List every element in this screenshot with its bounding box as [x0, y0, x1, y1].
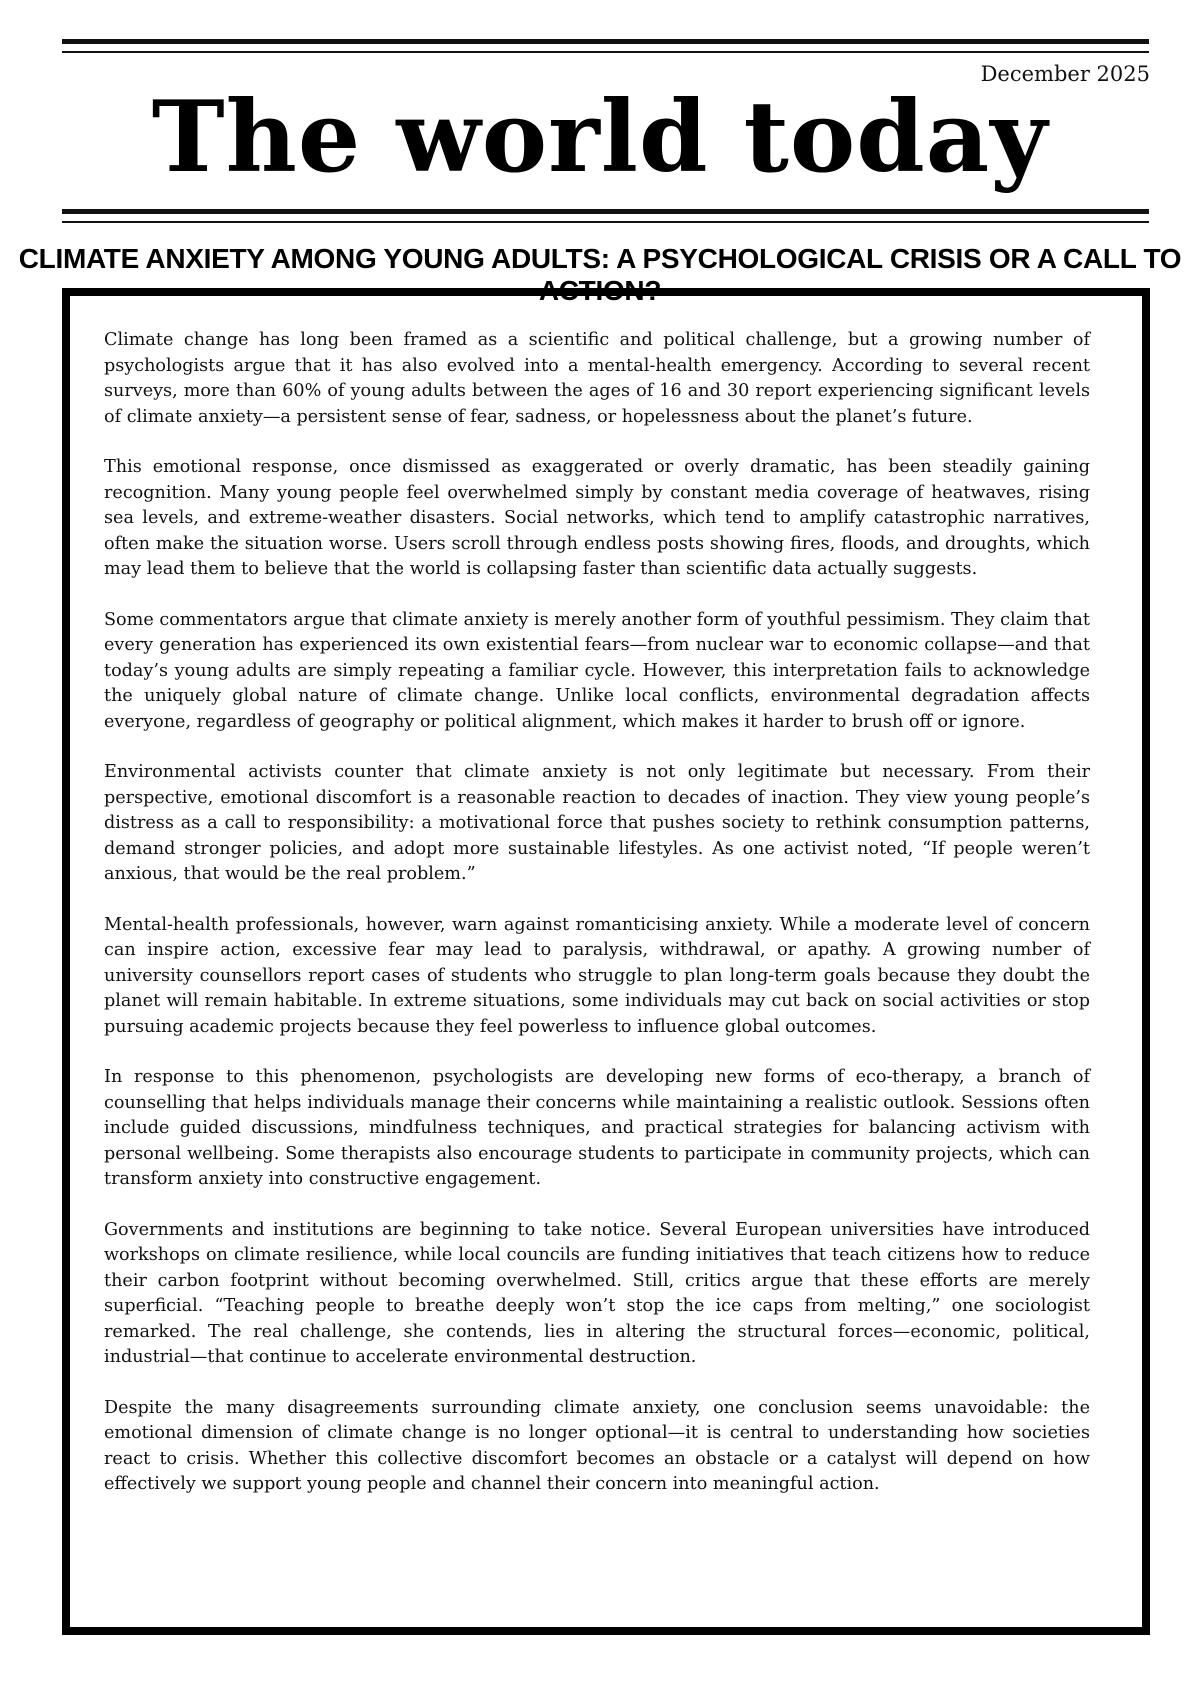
masthead-title: The world today [151, 80, 1049, 195]
article-body [104, 328, 1090, 1523]
article-paragraph: Some commentators argue that climate anxiety is merely another form of youthful pessimism. They claim that every generation has experienced its own existential fears—from nuclear war to economic collapse—and that today’s young adults are simply repeating a familiar cycle. However, this interpretation fails to acknowledge the uniquely global nature of climate change. Unlike local conflicts, environmental degradation affects everyone, regardless of geography or political alignment, which makes it harder to brush off or ignore. [104, 609, 1090, 732]
top-rule-thick [62, 39, 1149, 44]
article-paragraph: Mental-health professionals, however, warn against romanticising anxiety. While a moderate level of concern can inspire action, excessive fear may lead to paralysis, withdrawal, or apathy. A growing number of university counsellors report cases of students who struggle to plan long-term goals because they doubt the planet will remain habitable. In extreme situations, some individuals may cut back on social activities or stop pursuing academic projects because they feel powerless to influence global outcomes. [104, 914, 1090, 1037]
article-paragraph: Governments and institutions are beginning to take notice. Several European universities have introduced workshops on climate resilience, while local councils are funding initiatives that teach citizens how to reduce their carbon footprint without becoming overwhelmed. Still, critics argue that these efforts are merely superficial. “Teaching people to breathe deeply won’t stop the ice caps from melting,” one sociologist remarked. The real challenge, she contends, lies in altering the structural forces—economic, political, industrial—that continue to accelerate environmental destruction. [104, 1219, 1090, 1367]
masthead-rule-thick [62, 209, 1149, 214]
article-paragraph: In response to this phenomenon, psychologists are developing new forms of eco-therapy, a branch of counselling that helps individuals manage their concerns while maintaining a realistic outlook. Sessions often include guided discussions, mindfulness techniques, and practical strategies for balancing activism with personal wellbeing. Some therapists also encourage students to participate in community projects, which can transform anxiety into constructive engagement. [104, 1067, 1090, 1189]
article-headline: CLIMATE ANXIETY AMONG YOUNG ADULTS: A PSYCHOLOGICAL CRISIS OR A CALL TO ACTION? [18, 243, 1182, 306]
top-rule-thin [62, 51, 1149, 53]
article-paragraph: This emotional response, once dismissed as exaggerated or overly dramatic, has been steadily gaining recognition. Many young people feel overwhelmed simply by constant media coverage of heatwaves, rising sea levels, and extreme-weather disasters. Social networks, which tend to amplify catastrophic narratives, often make the situation worse. Users scroll through endless posts showing fires, floods, and droughts, which may lead them to believe that the world is collapsing faster than scientific data actually suggests. [104, 457, 1090, 579]
issue-date: December 2025 [980, 62, 1150, 86]
masthead-rule-thin [62, 221, 1149, 223]
article-paragraph: Climate change has long been framed as a scientific and political challenge, but a growing number of psychologists argue that it has also evolved into a mental-health emergency. According to several recent surveys, more than 60% of young adults between the ages of 16 and 30 report experiencing significant levels of climate anxiety—a persistent sense of fear, sadness, or hopelessness about the planet’s future. [104, 330, 1090, 427]
article-paragraph: Environmental activists counter that climate anxiety is not only legitimate but necessary. From their perspective, emotional discomfort is a reasonable reaction to decades of inaction. They view young people’s distress as a call to responsibility: a motivational force that pushes society to rethink consumption patterns, demand stronger policies, and adopt more sustainable lifestyles. As one activist noted, “If people weren’t anxious, that would be the real problem.” [104, 762, 1090, 884]
article-paragraph: Despite the many disagreements surrounding climate anxiety, one conclusion seems unavoidable: the emotional dimension of climate change is no longer optional—it is central to understanding how societies react to crisis. Whether this collective discomfort becomes an obstacle or a catalyst will depend on how effectively we support young people and channel their concern into meaningful action. [104, 1397, 1090, 1494]
